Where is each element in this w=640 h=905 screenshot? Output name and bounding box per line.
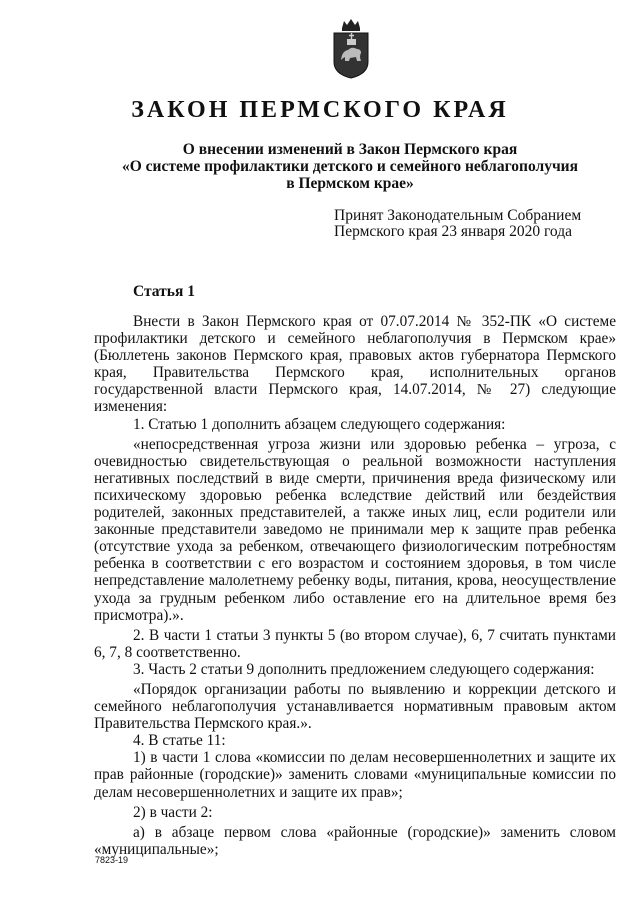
subtitle-line: в Пермском крае» <box>286 175 414 192</box>
adoption-line: Пермского края 23 января 2020 года <box>334 223 572 240</box>
adoption-line: Принят Законодательным Собранием <box>334 207 582 224</box>
paragraph: 3. Часть 2 статьи 9 дополнить предложением следующего содержания: <box>133 660 595 678</box>
paragraph: Внести в Закон Пермского края от 07.07.2014 № 352-ПК «О системе профилактики детского и семейного неблагополучия в Пермском крае» (Бюллетень законов Пермского края, правовых актов губернатора Пермского края, Правительства Пермского края, исполнительных органов государственной власти Пермского края, 14.07.2014, № 27) следующие изменения: <box>94 313 616 416</box>
article-body <box>94 313 616 858</box>
article-heading: Статья 1 <box>133 283 195 300</box>
perm-krai-coat-of-arms-icon <box>330 18 372 80</box>
paragraph: 2. В части 1 статьи 3 пункты 5 (во втором случае), 6, 7 считать пунктами 6, 7, 8 соответственно. <box>94 626 616 661</box>
document-number: 7823-19 <box>95 855 129 865</box>
paragraph: а) в абзаце первом слова «районные (городские)» заменить словом «муниципальные»; <box>94 823 616 858</box>
paragraph: «Порядок организации работы по выявлению и коррекции детского и семейного неблагополучия устанавливается нормативным правовым актом Правительства Пермского края.». <box>94 680 616 733</box>
subtitle-line: О внесении изменений в Закон Пермского края <box>182 141 518 158</box>
paragraph: 2) в части 2: <box>133 803 213 821</box>
adoption-note <box>334 208 581 240</box>
paragraph: 1. Статью 1 дополнить абзацем следующего содержания: <box>133 415 506 433</box>
subtitle-line: «О системе профилактики детского и семейного неблагополучия <box>121 158 579 175</box>
paragraph: 4. В статье 11: <box>133 732 226 750</box>
paragraph: 1) в части 1 слова «комиссии по делам несовершеннолетних и защите их прав районные (городские)» заменить словами «муниципальные комиссии по делам несовершеннолетних и защите их прав»; <box>94 749 616 801</box>
law-subtitle <box>100 141 600 192</box>
law-title: ЗАКОН ПЕРМСКОГО КРАЯ <box>131 97 509 123</box>
paragraph: «непосредственная угроза жизни или здоровью ребенка – угроза, с очевидностью свидетельствующая о реальной возможности наступления негативных последствий в виде смерти, причинения вреда физическому или психическому здоровью ребенка вследствие действий или бездействия родителей, законных представителей, а также иных лиц, если родители или законные представители заведомо не принимали мер к защите прав ребенка (отсутствие ухода за ребенком, отвечающего физиологическим потребностям ребенка в соответствии с его возрастом и состоянием здоровья, в том числе непредставление малолетнему ребенку воды, питания, крова, неосуществление ухода за грудным ребенком либо оставление его на длительное время без присмотра).». <box>94 435 616 624</box>
